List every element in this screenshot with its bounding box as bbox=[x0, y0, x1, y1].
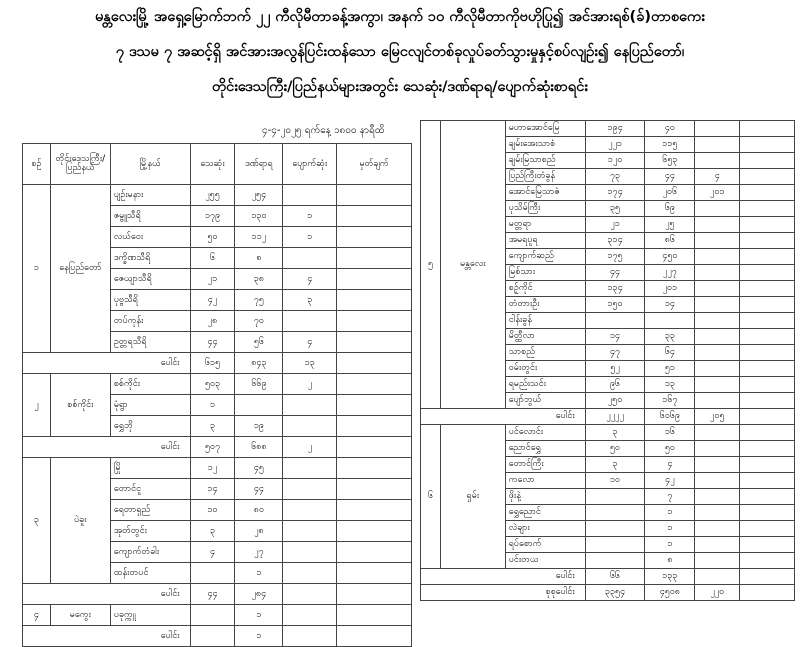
remark-cell bbox=[740, 169, 795, 185]
township-name: ချမ်းမြသာစည် bbox=[505, 153, 585, 169]
dead-count: ၁၉၄ bbox=[585, 121, 645, 137]
missing-count bbox=[695, 489, 740, 505]
remark-cell bbox=[740, 297, 795, 313]
dead-count: ၂၅၀ bbox=[585, 393, 645, 409]
report-title-line-2: ၇ ဒသမ ၇ အဆင့်ရှိ အင်အားအလွန်ပြင်းထန်သော မြေငလျင်တစ်ခုလှုပ်ခတ်သွားမှုနှင့်စပ်လျဉ်း၍ နေပြည်တော်၊ bbox=[115, 44, 685, 60]
missing-count bbox=[695, 281, 740, 297]
remark-cell bbox=[740, 345, 795, 361]
dead-count: ၄ bbox=[190, 542, 235, 563]
remark-cell bbox=[337, 479, 412, 500]
dead-count: ၂၁ bbox=[190, 269, 235, 290]
remark-cell bbox=[337, 374, 412, 395]
injured-count: ၇၅ bbox=[235, 290, 283, 311]
dead-count: ၆ bbox=[190, 248, 235, 269]
subtotal-row bbox=[23, 353, 412, 374]
township-name: လယ်ဝေး bbox=[110, 227, 190, 248]
township-name: တောင်ကြီး bbox=[505, 457, 585, 473]
injured-count: ၁၆၇ bbox=[645, 393, 695, 409]
table-row bbox=[23, 374, 412, 395]
injured-count: ၁၉ bbox=[235, 416, 283, 437]
missing-count: ၂ bbox=[283, 374, 337, 395]
subtotal-injured: ၁ bbox=[235, 626, 283, 647]
missing-count bbox=[695, 361, 740, 377]
injured-count: ၁၁၂ bbox=[235, 227, 283, 248]
township-name: တောင်ငူ bbox=[110, 479, 190, 500]
remark-cell bbox=[740, 121, 795, 137]
subtotal-row bbox=[23, 584, 412, 605]
township-name: ဝမ်းတွင်း bbox=[505, 361, 585, 377]
remark-cell bbox=[740, 329, 795, 345]
injured-count: ၆၄ bbox=[645, 345, 695, 361]
injured-count: ၁ bbox=[645, 537, 695, 553]
township-name: မြစ်သား bbox=[505, 265, 585, 281]
remark-cell bbox=[337, 584, 412, 605]
missing-count bbox=[695, 521, 740, 537]
injured-count: ၁၆ bbox=[645, 425, 695, 441]
region-name: မကွေး bbox=[50, 605, 110, 626]
dead-count: ၁၄ bbox=[585, 329, 645, 345]
injured-count: ၁၃၀ bbox=[235, 206, 283, 227]
subtotal-label: ပေါင်း bbox=[421, 409, 586, 425]
region-name: မန္တလေး bbox=[440, 121, 505, 409]
subtotal-row bbox=[421, 569, 795, 585]
remark-cell bbox=[337, 542, 412, 563]
injured-count bbox=[235, 395, 283, 416]
injured-count: ၂၅ bbox=[645, 217, 695, 233]
township-name: သာစည် bbox=[505, 345, 585, 361]
missing-count bbox=[283, 248, 337, 269]
remark-cell bbox=[740, 489, 795, 505]
township-name: ငါန်းခွန် bbox=[505, 313, 585, 329]
township-name: ပင်းတယ bbox=[505, 553, 585, 569]
grand-total-label: စုစုပေါင်း bbox=[421, 585, 586, 601]
subtotal-missing bbox=[283, 584, 337, 605]
injured-count: ၅၆ bbox=[235, 332, 283, 353]
dead-count: ၃ bbox=[585, 457, 645, 473]
subtotal-dead: ၄၄ bbox=[190, 584, 235, 605]
injured-count: ၄၅ bbox=[235, 458, 283, 479]
township-name: ဖိုးနဲ့ bbox=[505, 489, 585, 505]
table-row bbox=[23, 458, 412, 479]
dead-count: ၉၆ bbox=[585, 377, 645, 393]
remark-cell bbox=[740, 537, 795, 553]
township-name: ကလော bbox=[505, 473, 585, 489]
subtotal-label: ပေါင်း bbox=[23, 584, 191, 605]
dead-count: ၃၅ bbox=[585, 201, 645, 217]
report-title-line-1: မန္တလေးမြို့ အရှေ့မြောက်ဘက် ၂၂ ကီလိုမီတာခန့်အကွာ၊ အနက် ၁၀ ကီလိုမီတာကိုဗဟိုပြု၍ အင်အားရစ်(ခ်)တာစကေး bbox=[95, 9, 705, 25]
remark-cell bbox=[337, 437, 412, 458]
subtotal-injured: ၆၀၆၉ bbox=[645, 409, 695, 425]
township-name: ပြည်ကြီးတံခွန် bbox=[505, 169, 585, 185]
township-name: ရပ်စောက် bbox=[505, 537, 585, 553]
dead-count: ၃ bbox=[190, 521, 235, 542]
township-name: ကျောက်ဆည် bbox=[505, 249, 585, 265]
header-missing: ပျောက်ဆုံး bbox=[283, 144, 337, 185]
subtotal-missing: ၂ bbox=[283, 437, 337, 458]
township-name: ပျော်ဘွယ် bbox=[505, 393, 585, 409]
remark-cell bbox=[740, 377, 795, 393]
township-name: ပုဗ္ဗသီရိ bbox=[110, 290, 190, 311]
dead-count: ၄၂ bbox=[190, 290, 235, 311]
subtotal-missing bbox=[283, 626, 337, 647]
subtotal-row bbox=[421, 409, 795, 425]
header-region: တိုင်းဒေသကြီး/ ပြည်နယ် bbox=[50, 144, 110, 185]
remark-cell bbox=[740, 457, 795, 473]
remark-cell bbox=[740, 281, 795, 297]
subtotal-missing: ၁၃ bbox=[283, 353, 337, 374]
township-name: ရမည်းသင်း bbox=[505, 377, 585, 393]
missing-count bbox=[283, 542, 337, 563]
missing-count bbox=[283, 500, 337, 521]
subtotal-missing bbox=[695, 569, 740, 585]
missing-count bbox=[695, 553, 740, 569]
injured-count: ၈၆ bbox=[645, 233, 695, 249]
remark-cell bbox=[740, 249, 795, 265]
missing-count bbox=[695, 505, 740, 521]
table-row bbox=[421, 121, 795, 137]
injured-count: ၇ bbox=[645, 489, 695, 505]
injured-count: ၂၈ bbox=[235, 521, 283, 542]
region-number: ၃ bbox=[23, 458, 51, 584]
injured-count: ၄ bbox=[645, 457, 695, 473]
subtotal-label: ပေါင်း bbox=[23, 437, 191, 458]
dead-count: ၂၅၅ bbox=[190, 185, 235, 206]
dead-count bbox=[585, 537, 645, 553]
subtotal-dead: ၆၁၅ bbox=[190, 353, 235, 374]
dead-count: ၅၀၃ bbox=[190, 374, 235, 395]
injured-count: ၁ bbox=[235, 563, 283, 584]
casualty-table-left bbox=[22, 143, 412, 647]
township-name: ထန်းတပင် bbox=[110, 563, 190, 584]
subtotal-injured: ၂၈၄ bbox=[235, 584, 283, 605]
injured-count: ၆၅၃ bbox=[645, 153, 695, 169]
subtotal-row bbox=[23, 437, 412, 458]
township-name: တပ်ကုန်း bbox=[110, 311, 190, 332]
subtotal-label: ပေါင်း bbox=[421, 569, 586, 585]
grand-total-missing: ၂၂၀ bbox=[695, 585, 740, 601]
missing-count bbox=[695, 457, 740, 473]
dead-count: ၅၀ bbox=[190, 227, 235, 248]
header-no: စဉ် bbox=[23, 144, 51, 185]
missing-count: ၄ bbox=[283, 332, 337, 353]
injured-count: ၂၀၆ bbox=[645, 185, 695, 201]
dead-count bbox=[585, 521, 645, 537]
remark-cell bbox=[740, 265, 795, 281]
remark-cell bbox=[337, 416, 412, 437]
missing-count bbox=[695, 537, 740, 553]
dead-count: ၅၀ bbox=[585, 441, 645, 457]
missing-count bbox=[695, 473, 740, 489]
injured-count: ၂၇ bbox=[235, 542, 283, 563]
region-name: စစ်ကိုင်း bbox=[50, 374, 110, 437]
missing-count bbox=[695, 329, 740, 345]
missing-count bbox=[283, 458, 337, 479]
dead-count: ၁၅၀ bbox=[585, 297, 645, 313]
remark-cell bbox=[337, 500, 412, 521]
missing-count: ၂၀၁ bbox=[695, 185, 740, 201]
dead-count: ၅၂ bbox=[585, 361, 645, 377]
remark-cell bbox=[740, 441, 795, 457]
remark-cell bbox=[740, 233, 795, 249]
remark-cell bbox=[740, 473, 795, 489]
dead-count: ၁၀ bbox=[190, 500, 235, 521]
remark-cell bbox=[740, 569, 795, 585]
township-name: မြို bbox=[110, 458, 190, 479]
dead-count: ၂၁ bbox=[585, 217, 645, 233]
dead-count: ၄၇ bbox=[585, 345, 645, 361]
township-name: ပခုက္ကူ bbox=[110, 605, 190, 626]
grand-total-row bbox=[421, 585, 795, 601]
injured-count: ၁၃ bbox=[645, 377, 695, 393]
missing-count bbox=[695, 265, 740, 281]
dead-count: ၁၂၀ bbox=[585, 153, 645, 169]
missing-count: ၄ bbox=[283, 269, 337, 290]
remark-cell bbox=[740, 361, 795, 377]
missing-count: ၄ bbox=[695, 169, 740, 185]
injured-count: ၆၆၉ bbox=[235, 374, 283, 395]
subtotal-injured: ၈၄၃ bbox=[235, 353, 283, 374]
missing-count: ၃ bbox=[283, 290, 337, 311]
missing-count bbox=[695, 425, 740, 441]
missing-count bbox=[695, 249, 740, 265]
injured-count: ၈ bbox=[645, 553, 695, 569]
remark-cell bbox=[337, 605, 412, 626]
remark-cell bbox=[740, 409, 795, 425]
remark-cell bbox=[740, 153, 795, 169]
injured-count: ၃၃ bbox=[645, 329, 695, 345]
missing-count bbox=[283, 311, 337, 332]
missing-count bbox=[695, 201, 740, 217]
table-row bbox=[23, 605, 412, 626]
dead-count bbox=[585, 553, 645, 569]
remark-cell bbox=[337, 521, 412, 542]
remark-cell bbox=[740, 217, 795, 233]
dead-count: ၂၈ bbox=[190, 311, 235, 332]
dead-count: ၃ bbox=[585, 425, 645, 441]
remark-cell bbox=[337, 311, 412, 332]
header-remark: မှတ်ချက် bbox=[337, 144, 412, 185]
remark-cell bbox=[337, 227, 412, 248]
dead-count bbox=[190, 563, 235, 584]
dead-count: ၃ bbox=[190, 416, 235, 437]
remark-cell bbox=[337, 185, 412, 206]
injured-count: ၁ bbox=[645, 505, 695, 521]
subtotal-dead: ၆၆ bbox=[585, 569, 645, 585]
injured-count: ၄၀ bbox=[645, 121, 695, 137]
remark-cell bbox=[740, 393, 795, 409]
dead-count: ၁၇၅ bbox=[585, 249, 645, 265]
township-name: ပျဉ်းမနား bbox=[110, 185, 190, 206]
township-name: အောင်မြေသာဇံ bbox=[505, 185, 585, 201]
injured-count: ၄၂ bbox=[645, 473, 695, 489]
missing-count bbox=[695, 137, 740, 153]
remark-cell bbox=[740, 505, 795, 521]
injured-count: ၅၀ bbox=[645, 441, 695, 457]
injured-count: ၈ bbox=[235, 248, 283, 269]
remark-cell bbox=[337, 563, 412, 584]
remark-cell bbox=[337, 332, 412, 353]
missing-count: ၁ bbox=[283, 227, 337, 248]
missing-count bbox=[695, 121, 740, 137]
table-row bbox=[421, 425, 795, 441]
dead-count bbox=[585, 505, 645, 521]
remark-cell bbox=[337, 248, 412, 269]
subtotal-injured: ၆၈၈ bbox=[235, 437, 283, 458]
dead-count: ၁၇၄ bbox=[585, 185, 645, 201]
remark-cell bbox=[740, 585, 795, 601]
remark-cell bbox=[740, 137, 795, 153]
injured-count: ၇၀ bbox=[235, 311, 283, 332]
casualty-table-right bbox=[420, 120, 795, 601]
missing-count bbox=[283, 395, 337, 416]
injured-count: ၅၁ bbox=[645, 361, 695, 377]
township-name: ညောင်ရွှေ bbox=[505, 441, 585, 457]
remark-cell bbox=[337, 290, 412, 311]
injured-count: ၁၄ bbox=[645, 297, 695, 313]
dead-count: ၄၄ bbox=[585, 265, 645, 281]
injured-count: ၆၉ bbox=[645, 201, 695, 217]
township-name: စစ်ကိုင်း bbox=[110, 374, 190, 395]
township-name: ရွှေဘို bbox=[110, 416, 190, 437]
dead-count: ၇၃ bbox=[585, 169, 645, 185]
injured-count: ၃၈ bbox=[235, 269, 283, 290]
region-number: ၁ bbox=[23, 185, 51, 353]
subtotal-dead: ၂၂၂၂ bbox=[585, 409, 645, 425]
township-name: တံတားဦး bbox=[505, 297, 585, 313]
missing-count: ၁ bbox=[283, 206, 337, 227]
dead-count: ၂၂၁ bbox=[585, 137, 645, 153]
remark-cell bbox=[740, 201, 795, 217]
township-name: မိတ္ထီလာ bbox=[505, 329, 585, 345]
region-number: ၄ bbox=[23, 605, 51, 626]
township-name: လဲချား bbox=[505, 521, 585, 537]
injured-count: ၁ bbox=[645, 521, 695, 537]
township-name: မုံရွာ bbox=[110, 395, 190, 416]
township-name: ရွှေညောင် bbox=[505, 505, 585, 521]
dead-count: ၁ bbox=[190, 395, 235, 416]
injured-count: ၄၅၀ bbox=[645, 249, 695, 265]
injured-count: ၄၄ bbox=[235, 479, 283, 500]
table-header-row bbox=[23, 144, 412, 185]
remark-cell bbox=[740, 521, 795, 537]
grand-total-injured: ၄၅၀၈ bbox=[645, 585, 695, 601]
injured-count: ၁၁၅ bbox=[645, 137, 695, 153]
dead-count bbox=[585, 489, 645, 505]
remark-cell bbox=[740, 185, 795, 201]
subtotal-row bbox=[23, 626, 412, 647]
dead-count: ၁၂ bbox=[190, 458, 235, 479]
missing-count bbox=[283, 416, 337, 437]
injured-count: ၂၅၄ bbox=[235, 185, 283, 206]
missing-count bbox=[283, 185, 337, 206]
missing-count bbox=[695, 233, 740, 249]
injured-count: ၂၂၇ bbox=[645, 265, 695, 281]
township-name: ရေတာရှည် bbox=[110, 500, 190, 521]
region-name: ပဲခူး bbox=[50, 458, 110, 584]
injured-count: ၈၀ bbox=[235, 500, 283, 521]
remark-cell bbox=[337, 395, 412, 416]
remark-cell bbox=[337, 626, 412, 647]
header-injured: ဒဏ်ရာရ bbox=[235, 144, 283, 185]
missing-count bbox=[695, 297, 740, 313]
report-title-line-3: တိုင်းဒေသကြီး/ပြည်နယ်များအတွင်း သေဆုံး/ဒဏ်ရာရ/ပျောက်ဆုံးစာရင်း bbox=[212, 79, 588, 95]
township-name: ဥတ္တရသီရိ bbox=[110, 332, 190, 353]
township-name: ကျောက်တံခါး bbox=[110, 542, 190, 563]
region-name: နေပြည်တော် bbox=[50, 185, 110, 353]
report-date: ၄-၄-၂၀၂၅ ရက်နေ့ ၁၈၀၀ နာရီထိ bbox=[262, 125, 385, 136]
missing-count bbox=[695, 153, 740, 169]
table-row bbox=[23, 185, 412, 206]
remark-cell bbox=[337, 458, 412, 479]
missing-count bbox=[283, 563, 337, 584]
township-name: အုတ်တွင်း bbox=[110, 521, 190, 542]
dead-count: ၁၇၉ bbox=[190, 206, 235, 227]
township-name: ဒက္ခိဏသီရိ bbox=[110, 248, 190, 269]
township-name: ချမ်းအေးသာစံ bbox=[505, 137, 585, 153]
dead-count: ၁၀ bbox=[585, 473, 645, 489]
missing-count bbox=[695, 441, 740, 457]
grand-total-dead: ၃၃၅၄ bbox=[585, 585, 645, 601]
missing-count bbox=[283, 605, 337, 626]
dead-count bbox=[190, 605, 235, 626]
subtotal-label: ပေါင်း bbox=[23, 626, 191, 647]
township-name: အမရပူရ bbox=[505, 233, 585, 249]
dead-count: ၃၁၄ bbox=[585, 233, 645, 249]
subtotal-injured: ၁၃၃ bbox=[645, 569, 695, 585]
township-name: ဇမ္ဗူသီရိ bbox=[110, 206, 190, 227]
remark-cell bbox=[740, 553, 795, 569]
township-name: ပင်လောင်း bbox=[505, 425, 585, 441]
township-name: ပုသိမ်ကြီး bbox=[505, 201, 585, 217]
region-number: ၅ bbox=[421, 121, 441, 409]
missing-count bbox=[695, 217, 740, 233]
injured-count: ၂၀၁ bbox=[645, 281, 695, 297]
township-name: မတ္တရာ bbox=[505, 217, 585, 233]
missing-count bbox=[695, 393, 740, 409]
injured-count bbox=[645, 313, 695, 329]
missing-count bbox=[283, 521, 337, 542]
region-name: ရှမ်း bbox=[440, 425, 505, 569]
remark-cell bbox=[337, 269, 412, 290]
subtotal-dead: ၅၀၇ bbox=[190, 437, 235, 458]
dead-count: ၄၄ bbox=[190, 332, 235, 353]
township-name: ဇေယျာသီရိ bbox=[110, 269, 190, 290]
region-number: ၂ bbox=[23, 374, 51, 437]
dead-count: ၁၄ bbox=[190, 479, 235, 500]
subtotal-label: ပေါင်း bbox=[23, 353, 191, 374]
missing-count bbox=[283, 479, 337, 500]
dead-count: ၁၃၄ bbox=[585, 281, 645, 297]
subtotal-dead bbox=[190, 626, 235, 647]
missing-count bbox=[695, 377, 740, 393]
township-name: မဟာအောင်မြေ bbox=[505, 121, 585, 137]
header-township: မြို့နယ် bbox=[110, 144, 190, 185]
missing-count bbox=[695, 313, 740, 329]
remark-cell bbox=[337, 206, 412, 227]
township-name: စဉ့်ကိုင် bbox=[505, 281, 585, 297]
header-dead: သေဆုံး bbox=[190, 144, 235, 185]
subtotal-missing: ၂၀၅ bbox=[695, 409, 740, 425]
remark-cell bbox=[740, 425, 795, 441]
missing-count bbox=[695, 345, 740, 361]
injured-count: ၄၄ bbox=[645, 169, 695, 185]
remark-cell bbox=[740, 313, 795, 329]
dead-count bbox=[585, 313, 645, 329]
region-number: ၆ bbox=[421, 425, 441, 569]
remark-cell bbox=[337, 353, 412, 374]
injured-count: ၁ bbox=[235, 605, 283, 626]
